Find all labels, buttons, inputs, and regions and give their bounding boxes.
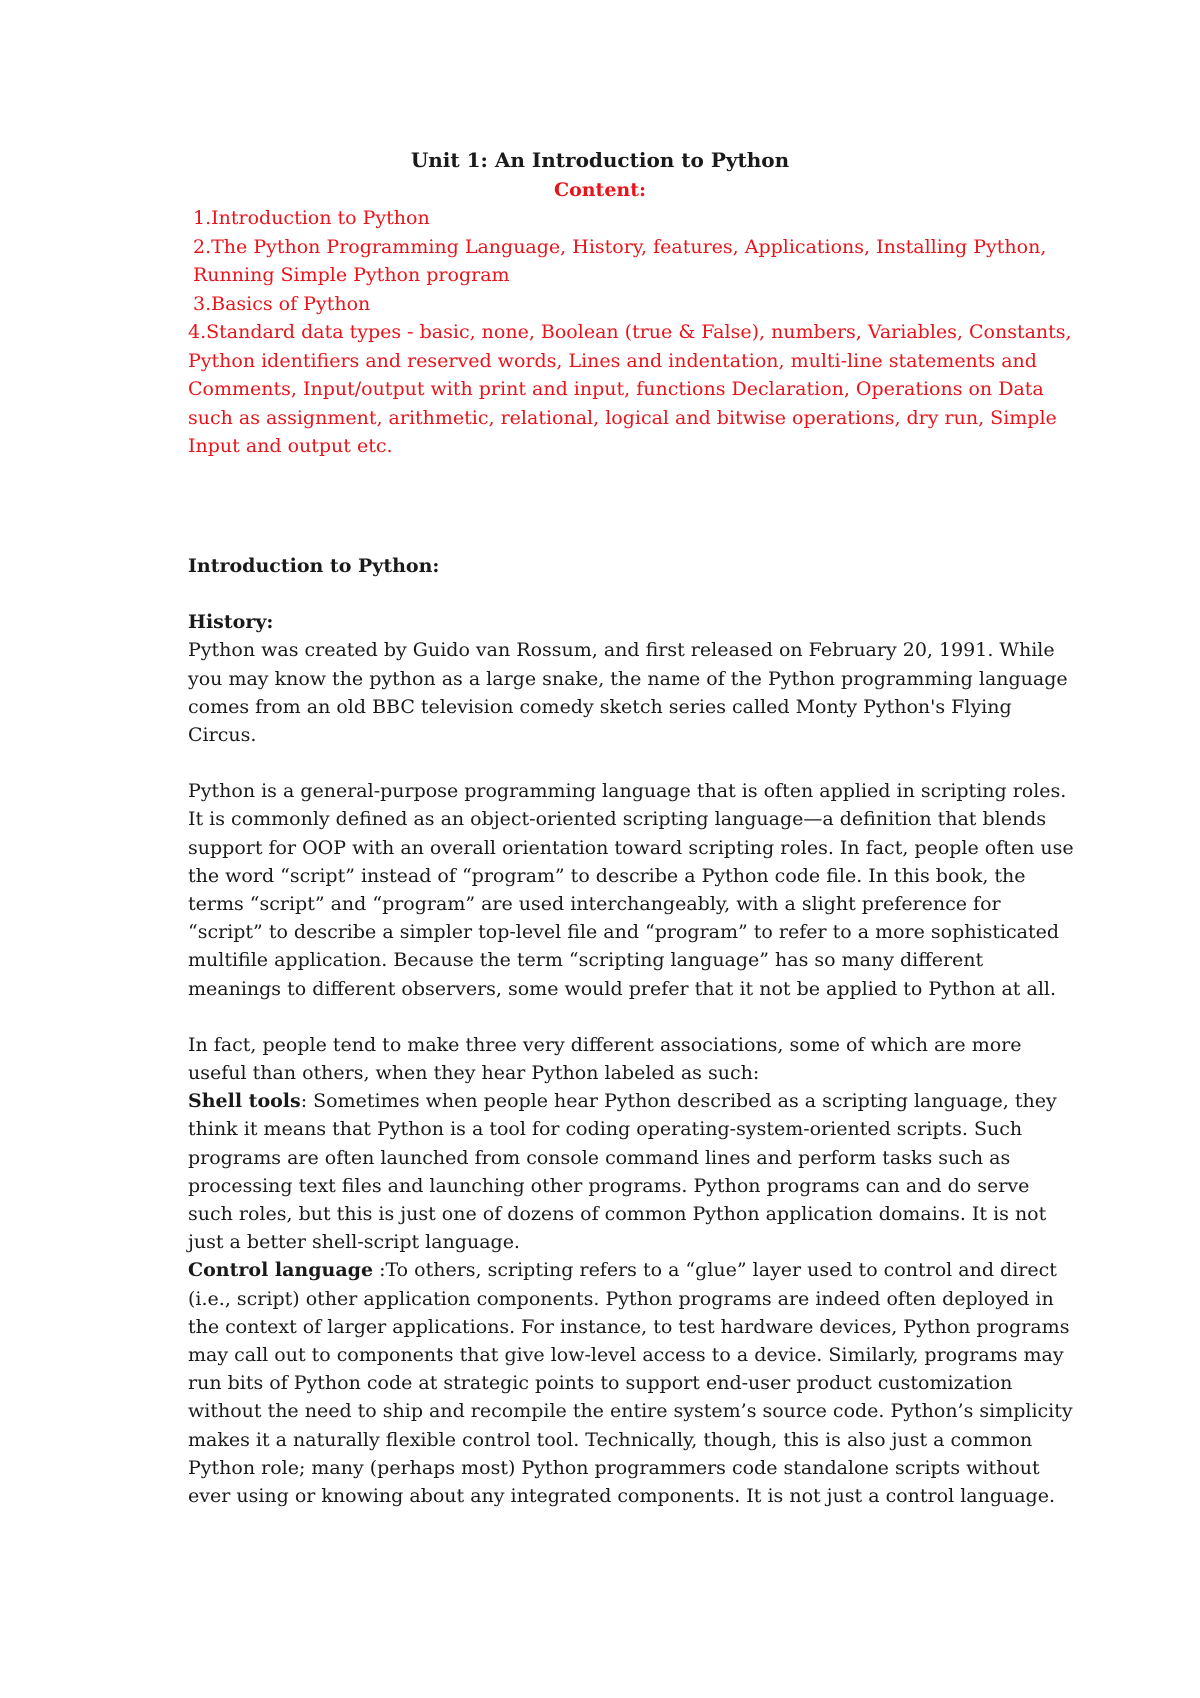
control-language-paragraph [188,1256,1078,1510]
control-language-text: :To others, scripting refers to a “glue” layer used to control and direct (i.e., script) other application components. Python programs are indeed often deployed in the context of larger applications. For instance, to test hardware devices, Python programs may call out to components that give low-level access to a device. Similarly, programs may run bits of Python code at strategic points to support end-user product customization without the need to ship and recompile the entire system’s source code. Python’s simplicity makes it a naturally flexible control tool. Technically, though, this is also just a common Python role; many (perhaps most) Python programmers code standalone scripts without ever using or knowing about any integrated components. It is not just a control language. [188,1259,1073,1508]
paragraph: Python is a general-purpose programming language that is often applied in scripting roles. It is commonly defined as an object-oriented scripting language—a definition that blends support for OOP with an overall orientation toward scripting roles. In fact, people often use the word “script” instead of “program” to describe a Python code file. In this book, the terms “script” and “program” are used interchangeably, with a slight preference for “script” to describe a simpler top-level file and “program” to refer to a more sophisticated multifile application. Because the term “scripting language” has so many different meanings to different observers, some would prefer that it not be applied to Python at all. [188,780,1074,1000]
content-item: 4.Standard data types - basic, none, Boolean (true & False), numbers, Variables, Constants, Python identifiers and reserved words, Lines and indentation, multi-line statements and Comments, Input/output with print and input, functions Declaration, Operations on Data such as assignment, arithmetic, relational, logical and bitwise operations, dry run, Simple Input and output etc. [188,321,1072,457]
page-title: Unit 1: An Introduction to Python [410,148,790,172]
content-item: 2.The Python Programming Language, History, features, Applications, Installing Python, Running Simple Python program [193,235,1047,286]
shell-tools-term: Shell tools [188,1090,301,1113]
section-heading: Introduction to Python: [188,555,440,577]
history-paragraph: Python was created by Guido van Rossum, and first released on February 20, 1991. While you may know the python as a large snake, the name of the Python programming language comes from an old BBC television comedy sketch series called Monty Python's Flying Circus. [188,639,1068,747]
body-section [188,552,1078,1510]
paragraph: In fact, people tend to make three very different associations, some of which are more useful than others, when they hear Python labeled as such: [188,1033,1022,1085]
shell-tools-text: : Sometimes when people hear Python described as a scripting language, they think it means that Python is a tool for coding operating-system-oriented scripts. Such programs are often launched from console command lines and perform tasks such as processing text files and launching other programs. Python programs can and do serve such roles, but this is just one of dozens of common Python application domains. It is not just a better shell-script language. [188,1090,1057,1254]
control-language-term: Control language [188,1259,374,1282]
shell-tools-paragraph [188,1087,1078,1256]
content-item: 3.Basics of Python [193,292,371,315]
history-heading: History: [188,611,274,634]
content-list [188,204,1088,461]
content-label: Content: [553,179,647,201]
content-item: 1.Introduction to Python [193,207,430,229]
